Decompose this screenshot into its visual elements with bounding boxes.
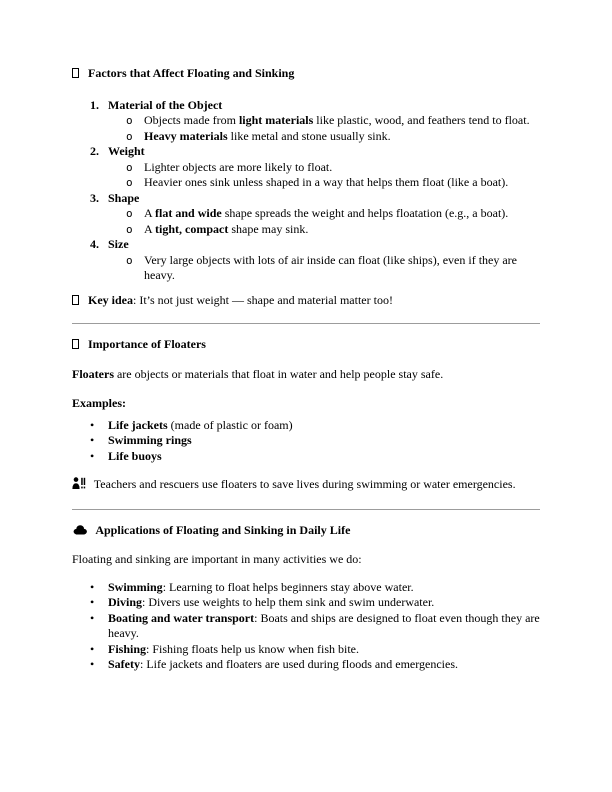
missing-glyph-icon	[72, 295, 79, 305]
sub-bullet-item	[72, 222, 540, 238]
bullet-marker: •	[90, 641, 95, 656]
sub-bullet-item	[72, 113, 540, 129]
examples-label: Examples:	[72, 396, 126, 410]
key-idea-paragraph	[72, 293, 540, 309]
bullet-item	[72, 433, 540, 449]
person-double-exclamation-icon	[72, 477, 86, 494]
item-label: Weight	[108, 144, 145, 158]
sub-bullet-marker: o	[126, 129, 133, 143]
bullet-item	[72, 418, 540, 434]
missing-glyph-icon	[72, 339, 79, 349]
bullet-text: Life jackets (made of plastic or foam)	[108, 417, 293, 432]
bullet-item	[72, 642, 540, 658]
sub-bullet-text: Very large objects with lots of air inside can float (like ships), even if they are heavy.	[144, 252, 517, 282]
item-label: Size	[108, 237, 129, 251]
section-heading-factors	[72, 66, 540, 82]
item-number: 2.	[90, 144, 99, 158]
bullet-text: Swimming rings	[108, 433, 192, 447]
key-idea-text: Key idea: It’s not just weight — shape and material matter too!	[88, 292, 393, 307]
sub-bullet-marker: o	[126, 222, 133, 236]
bullet-text: Fishing: Fishing floats help us know when fish bite.	[108, 641, 360, 656]
sub-bullet-marker: o	[126, 207, 133, 220]
bullet-text: Life buoys	[108, 448, 162, 463]
sub-bullet-marker: o	[126, 114, 133, 127]
sub-bullet-marker: o	[126, 176, 133, 189]
bullet-item	[72, 580, 540, 596]
section-title: Importance of Floaters	[88, 337, 206, 351]
sub-bullet-item	[72, 206, 540, 222]
item-label: Material of the Object	[108, 97, 223, 112]
section-heading-floaters	[72, 337, 540, 353]
bullet-marker: •	[90, 417, 95, 432]
bullet-text: Diving: Divers use weights to help them sink and swim underwater.	[108, 595, 435, 609]
sub-bullet-text: Heavy materials like metal and stone usually sink.	[144, 128, 391, 143]
item-number: 1.	[90, 97, 99, 112]
item-number: 3.	[90, 190, 99, 205]
horizontal-rule	[72, 509, 540, 510]
bullet-text: Swimming: Learning to float helps beginners stay above water.	[108, 579, 414, 594]
bullet-marker: •	[90, 657, 95, 671]
section-title: Applications of Floating and Sinking in Daily Life	[95, 522, 351, 537]
bullet-text: Boating and water transport: Boats and ships are designed to float even though they are heavy.	[108, 610, 540, 640]
cloud-icon	[72, 524, 88, 540]
sub-bullet-marker: o	[126, 160, 133, 174]
note-paragraph	[72, 477, 540, 494]
numbered-item	[72, 98, 540, 114]
bullet-marker: •	[90, 595, 95, 609]
bullet-item	[72, 611, 540, 642]
sub-bullet-item	[72, 160, 540, 176]
bullet-item	[72, 595, 540, 611]
missing-glyph-icon	[72, 68, 79, 78]
sub-bullet-marker: o	[126, 253, 133, 267]
numbered-item	[72, 144, 540, 160]
sub-bullet-item	[72, 129, 540, 145]
paragraph: Floaters are objects or materials that float in water and help people stay safe.	[72, 366, 444, 381]
sub-bullet-text: Heavier ones sink unless shaped in a way that helps them float (like a boat).	[144, 175, 509, 189]
sub-bullet-item	[72, 253, 540, 284]
bullet-item	[72, 449, 540, 465]
sub-bullet-text: A flat and wide shape spreads the weight and helps floatation (e.g., a boat).	[144, 206, 509, 220]
numbered-item	[72, 237, 540, 253]
item-number: 4.	[90, 237, 99, 251]
item-label: Shape	[108, 190, 140, 205]
paragraph: Floating and sinking are important in many activities we do:	[72, 552, 362, 566]
numbered-item	[72, 191, 540, 207]
sub-bullet-text: Objects made from light materials like plastic, wood, and feathers tend to float.	[144, 113, 530, 127]
note-text: Teachers and rescuers use floaters to save lives during swimming or water emergencies.	[93, 477, 516, 491]
bullet-marker: •	[90, 448, 95, 463]
bullet-marker: •	[90, 433, 95, 447]
bullet-item	[72, 657, 540, 673]
bullet-marker: •	[90, 579, 95, 594]
section-title: Factors that Affect Floating and Sinking	[88, 66, 295, 80]
section-heading-applications	[72, 523, 540, 540]
bullet-marker: •	[90, 610, 95, 625]
horizontal-rule	[72, 323, 540, 324]
sub-bullet-text: Lighter objects are more likely to float.	[144, 159, 333, 174]
sub-bullet-item	[72, 175, 540, 191]
bullet-text: Safety: Life jackets and floaters are used during floods and emergencies.	[108, 657, 458, 671]
sub-bullet-text: A tight, compact shape may sink.	[144, 221, 309, 236]
